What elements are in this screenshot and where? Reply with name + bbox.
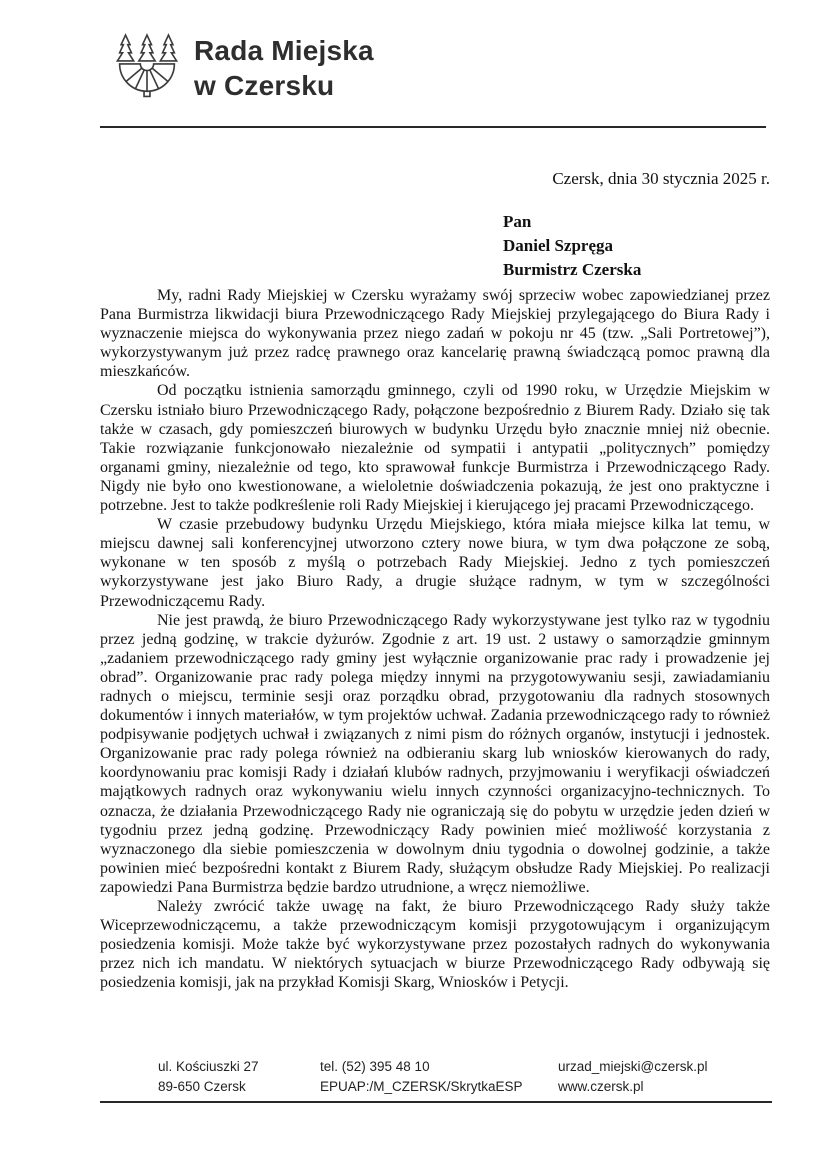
dateline: Czersk, dnia 30 stycznia 2025 r. — [552, 169, 770, 188]
trees-wheel-logo-icon — [110, 28, 184, 102]
letter-footer — [0, 1057, 826, 1097]
footer-street: ul. Kościuszki 27 — [158, 1059, 259, 1074]
letter-body — [100, 286, 770, 992]
org-name-line1: Rada Miejska — [194, 35, 374, 66]
footer-web — [558, 1057, 708, 1097]
paragraph-2: Od początku istnienia samorządu gminnego, czyli od 1990 roku, w Urzędzie Miejskim w Czersku istniało biuro Przewodniczącego Rady, połączone bezpośrednio z Biurem Rady. Działo się tak także w czasach, gdy pomieszczeń biurowych w budynku Urzędu było znacznie mniej niż obecnie. Takie rozwiązanie funkcjonowało niezależnie od sympatii i antypatii „politycznych” pomiędzy organami gminy, niezależnie od tego, kto sprawował funkcje Burmistrza i Przewodniczącego Rady. Nigdy nie było ono kwestionowane, a wieloletnie doświadczenia pokazują, że jest ono praktyczne i potrzebne. Jest to także podkreślenie roli Rady Miejskiej i kierującego jej pracami Przewodniczącego. — [100, 382, 770, 515]
org-name-line2: w Czersku — [194, 70, 335, 101]
footer-email: urzad_miejski@czersk.pl — [558, 1059, 708, 1074]
organization-name — [194, 33, 374, 103]
recipient-block — [503, 210, 641, 282]
header-divider — [100, 126, 766, 128]
footer-phone: tel. (52) 395 48 10 — [320, 1059, 430, 1074]
footer-website: www.czersk.pl — [558, 1079, 644, 1094]
paragraph-3: W czasie przebudowy budynku Urzędu Miejskiego, która miała miejsce kilka lat temu, w miejscu dawnej sali konferencyjnej utworzono cztery nowe biura, w tym dwa połączone ze sobą, wykonane w ten sposób z myślą o potrzebach Rady Miejskiej. Jedno z tych pomieszczeń wykorzystywane jest jako Biuro Rady, a drugie służące radnym, w tym w szczególności Przewodniczącemu Rady. — [100, 516, 770, 610]
recipient-salutation: Pan — [503, 212, 532, 231]
paragraph-4: Nie jest prawdą, że biuro Przewodniczącego Rady wykorzystywane jest tylko raz w tygodniu przez jedną godzinę, w trakcie dyżurów. Zgodnie z art. 19 ust. 2 ustawy o samorządzie gminnym „zadaniem przewodniczącego rady gminy jest wyłącznie organizowanie prac rady i prowadzenie jej obrad”. Organizowanie prac rady polega między innymi na przygotowywaniu sesji, zawiadamianiu radnych o miejscu, terminie sesji oraz porządku obrad, przygotowaniu dla radnych stosownych dokumentów i innych materiałów, w tym projektów uchwał. Zadania przewodniczącego rady to również podpisywanie podjętych uchwał i związanych z nimi pism do różnych organów, instytucji i jednostek. Organizowanie prac rady polega również na odbieraniu skarg lub wniosków kierowanych do rady, koordynowaniu prac komisji Rady i działań klubów radnych, przyjmowaniu i weryfikacji oświadczeń majątkowych radnych oraz wykonywaniu wielu innych czynności organizacyjno-technicznych. To oznacza, że działania Przewodniczącego Rady nie ograniczają się do pobytu w urzędzie jeden dzień w tygodniu przez jedną godzinę. Przewodniczący Rady powinien mieć możliwość korzystania z wyznaczonego dla siebie pomieszczenia w dowolnym dniu tygodnia o dowolnej godzinie, a także powinien mieć bezpośredni kontakt z Biurem Rady, służącym obsłudze Rady Miejskiej. Po realizacji zapowiedzi Pana Burmistrza będzie bardzo utrudnione, a wręcz niemożliwe. — [100, 611, 770, 896]
recipient-name: Daniel Szpręga — [503, 236, 614, 255]
footer-contact — [320, 1057, 523, 1097]
footer-epuap: EPUAP:/M_CZERSK/SkrytkaESP — [320, 1079, 523, 1094]
paragraph-5: Należy zwrócić także uwagę na fakt, że biuro Przewodniczącego Rady służy także Wiceprzewodniczącemu, a także przewodniczącym komisji przygotowującym i organizującym posiedzenia komisji. Może także być wykorzystywane przez pozostałych radnych do wykonywania przez nich ich mandatu. W niektórych sytuacjach w biurze Przewodniczącego Rady odbywają się posiedzenia komisji, jak na przykład Komisji Skarg, Wniosków i Petycji. — [100, 898, 770, 992]
recipient-title: Burmistrz Czerska — [503, 260, 642, 279]
footer-city: 89-650 Czersk — [158, 1079, 246, 1094]
footer-address — [158, 1057, 259, 1097]
footer-divider — [100, 1101, 772, 1103]
paragraph-1: My, radni Rady Miejskiej w Czersku wyrażamy swój sprzeciw wobec zapowiedzianej przez Pana Burmistrza likwidacji biura Przewodniczącego Rady Miejskiej przylegającego do Biura Rady i wyznaczenie miejsca do wykonywania przez niego zadań w pokoju nr 45 (tzw. „Sali Portretowej”), wykorzystywanym już przez radcę prawnego oraz kancelarię prawną świadczącą pomoc prawną dla mieszkańców. — [100, 287, 770, 381]
